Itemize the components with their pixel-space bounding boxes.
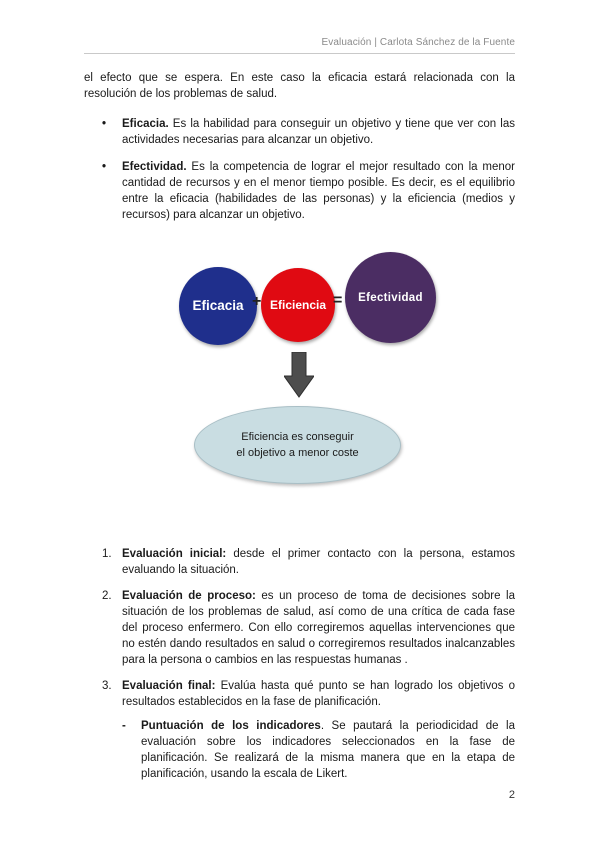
dash-bullet: - [122, 720, 126, 732]
definition-term: Eficacia. [122, 118, 169, 130]
definition-item-efectividad [84, 159, 515, 223]
item-number: 2. [102, 590, 112, 602]
item-term: Evaluación inicial: [122, 548, 227, 560]
item-text: desde el primer contacto con la persona, estamos evaluando la situación. [122, 548, 515, 576]
item-term: Evaluación de proceso: [122, 590, 256, 602]
definition-term: Efectividad. [122, 161, 187, 173]
page-body [84, 70, 515, 792]
item-term: Evaluación final: [122, 680, 216, 692]
efectividad-circle [345, 252, 436, 343]
bullet-icon: • [102, 161, 107, 173]
ellipse-line-2: el objetivo a menor coste [236, 447, 359, 459]
sub-item-text: . Se pautará la periodicidad de la evaluación sobre los indicadores seleccionados en la fase de planificación. Se realizará de la misma manera que en la etapa de planificación, usando la escala de Likert. [141, 720, 515, 780]
ellipse-line-1: Eficiencia es conseguir [241, 431, 354, 443]
item-number: 3. [102, 680, 112, 692]
sub-item-indicadores [122, 718, 515, 782]
item-text: Evalúa hasta qué punto se han logrado los objetivos o resultados establecidos en la fase de planificación. [122, 680, 515, 708]
eficacia-label: Eficacia [192, 298, 244, 313]
header-rule [84, 53, 515, 54]
efectividad-label: Efectividad [358, 291, 423, 304]
item-number: 1. [102, 548, 112, 560]
sub-item-term: Puntuación de los indicadores [141, 720, 321, 732]
bullet-icon: • [102, 118, 107, 130]
down-arrow-icon [284, 352, 314, 398]
definition-text: Es la habilidad para conseguir un objetivo y tiene que ver con las actividades necesarias para alcanzar un objetivo. [122, 118, 515, 146]
evaluation-item-final [84, 678, 515, 782]
definition-list [84, 116, 515, 223]
efectividad-diagram [84, 259, 515, 521]
evaluation-item-inicial [84, 546, 515, 578]
definition-text: Es la competencia de lograr el mejor resultado con la menor cantidad de recursos y en el menor tiempo posible. Es decir, es el equilibrio entre la eficacia (habilidades de las personas) y la eficiencia (medios y recursos) para alcanzar un objetivo. [122, 161, 515, 221]
page-header: Evaluación | Carlota Sánchez de la Fuente [321, 37, 515, 48]
page-number: 2 [508, 789, 515, 801]
eficiencia-label: Eficiencia [269, 298, 327, 312]
eficiencia-circle [261, 268, 335, 342]
sub-list [122, 718, 515, 782]
plus-sign: + [252, 293, 262, 310]
intro-paragraph: el efecto que se espera. En este caso la eficacia estará relacionada con la resolución de los problemas de salud. [84, 72, 515, 100]
eficacia-circle [179, 267, 257, 345]
item-text: es un proceso de toma de decisiones sobre la situación de los problemas de salud, así como de una crítica de cada fase del proceso enfermero. Con ello corregiremos aquellas intervenciones que no estén dando resultados en salud o corregiremos resultados inalcanzables para la persona o cambios en las respuestas humanas . [122, 590, 515, 666]
equals-sign: = [333, 292, 343, 309]
evaluation-item-proceso [84, 588, 515, 668]
eficiencia-definition-ellipse [194, 406, 401, 484]
evaluation-types-list [84, 546, 515, 782]
definition-item-eficacia [84, 116, 515, 148]
